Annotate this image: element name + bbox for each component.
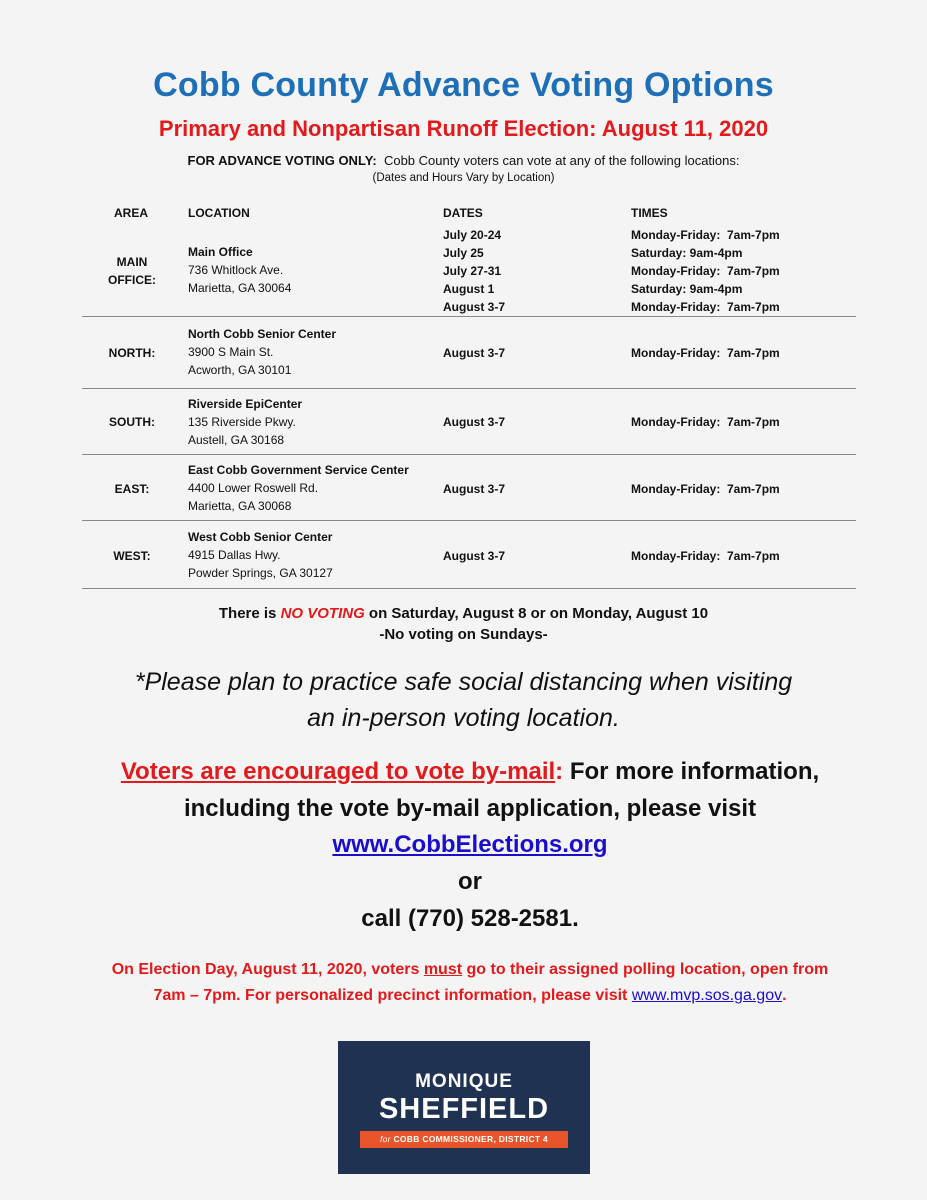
location-address: 4915 Dallas Hwy. xyxy=(188,548,281,562)
logo-first-name: MONIQUE xyxy=(415,1071,513,1092)
no-voting-prefix: There is xyxy=(218,605,281,622)
distancing-line: *Please plan to practice safe social distancing when visiting xyxy=(134,668,793,696)
location-name: West Cobb Senior Center xyxy=(188,530,333,544)
column-header-area: AREA xyxy=(114,206,149,220)
column-header-location: LOCATION xyxy=(188,206,250,220)
election-day-notice xyxy=(110,957,830,1009)
location-address: 736 Whitlock Ave. xyxy=(188,263,284,277)
or-text: or xyxy=(458,867,482,895)
date-entry: July 20-24 xyxy=(443,228,502,242)
no-voting-sundays: -No voting on Sundays- xyxy=(379,626,548,643)
table-row-area: MAIN OFFICE: xyxy=(108,255,156,287)
vote-by-mail-text: For more information, including the vote by-mail application, please visit xyxy=(183,758,820,822)
page-title: Cobb County Advance Voting Options xyxy=(153,66,774,104)
table-row-area: EAST: xyxy=(114,482,150,496)
phone-text: call (770) 528-2581. xyxy=(361,905,579,932)
time-entry: Monday-Friday: 7am-7pm xyxy=(631,264,780,278)
time-entry: Monday-Friday: 7am-7pm xyxy=(631,228,780,242)
location-name: East Cobb Government Service Center xyxy=(188,463,409,477)
logo-last-name: SHEFFIELD xyxy=(378,1093,550,1125)
vote-by-mail-colon: : xyxy=(555,758,564,785)
row-divider xyxy=(82,588,856,589)
election-subtitle: Primary and Nonpartisan Runoff Election: August 11, 2020 xyxy=(158,116,769,141)
table-row-times: Monday-Friday: 7am-7pm xyxy=(631,482,780,496)
table-row-dates: August 3-7 xyxy=(443,549,506,563)
vote-by-mail-section xyxy=(90,754,850,938)
location-name: Riverside EpiCenter xyxy=(188,397,303,411)
election-day-period: . xyxy=(782,987,787,1004)
table-row-location xyxy=(188,395,438,449)
logo-tagline: COBB COMMISSIONER, DISTRICT 4 xyxy=(393,1134,549,1144)
social-distancing-note xyxy=(0,664,927,736)
no-voting-suffix: on Saturday, August 8 or on Monday, August 10 xyxy=(364,605,709,622)
location-city: Marietta, GA 30064 xyxy=(188,281,292,295)
location-address: 135 Riverside Pkwy. xyxy=(188,415,296,429)
table-row-times xyxy=(631,226,851,316)
location-name: North Cobb Senior Center xyxy=(188,327,337,341)
no-voting-notice xyxy=(0,603,927,645)
row-divider xyxy=(82,388,856,389)
campaign-logo xyxy=(338,1041,590,1174)
row-divider xyxy=(82,316,856,317)
table-row-location xyxy=(188,243,438,297)
table-row-dates: August 3-7 xyxy=(443,482,506,496)
location-name: Main Office xyxy=(188,245,253,259)
table-row-dates: August 3-7 xyxy=(443,415,506,429)
logo-tagline-band xyxy=(360,1131,568,1148)
location-address: 3900 S Main St. xyxy=(188,345,274,359)
table-row-location xyxy=(188,528,438,582)
cobb-elections-link[interactable]: www.CobbElections.org xyxy=(332,831,608,858)
distancing-line: an in-person voting location. xyxy=(307,704,620,732)
date-entry: August 3-7 xyxy=(443,300,506,314)
time-entry: Saturday: 9am-4pm xyxy=(631,246,743,260)
location-city: Marietta, GA 30068 xyxy=(188,499,292,513)
row-divider xyxy=(82,520,856,521)
time-entry: Monday-Friday: 7am-7pm xyxy=(631,300,780,314)
table-row-times: Monday-Friday: 7am-7pm xyxy=(631,346,780,360)
advance-voting-intro xyxy=(0,153,927,168)
row-divider xyxy=(82,454,856,455)
location-city: Austell, GA 30168 xyxy=(188,433,285,447)
table-row-location xyxy=(188,461,438,515)
table-row-dates xyxy=(443,226,613,316)
mvp-sos-link[interactable]: www.mvp.sos.ga.gov xyxy=(631,987,783,1004)
intro-note: (Dates and Hours Vary by Location) xyxy=(372,172,555,184)
date-entry: July 27-31 xyxy=(443,264,502,278)
date-entry: August 1 xyxy=(443,282,495,296)
date-entry: July 25 xyxy=(443,246,484,260)
location-city: Powder Springs, GA 30127 xyxy=(188,566,333,580)
time-entry: Saturday: 9am-4pm xyxy=(631,282,743,296)
location-address: 4400 Lower Roswell Rd. xyxy=(188,481,319,495)
location-city: Acworth, GA 30101 xyxy=(188,363,292,377)
table-row-times: Monday-Friday: 7am-7pm xyxy=(631,415,780,429)
column-header-dates: DATES xyxy=(443,206,483,220)
election-day-text-2: go to their assigned polling location, open from 7am – 7pm. For personalized precinct information, please visit xyxy=(153,961,829,1004)
vote-by-mail-headline: Voters are encouraged to vote by-mail xyxy=(120,758,556,785)
table-row-times: Monday-Friday: 7am-7pm xyxy=(631,549,780,563)
intro-bold-label: FOR ADVANCE VOTING ONLY: xyxy=(187,153,377,168)
table-row-area: NORTH: xyxy=(108,346,156,360)
election-day-must: must xyxy=(423,961,463,978)
election-day-text: On Election Day, August 11, 2020, voters xyxy=(111,961,424,978)
no-voting-emphasis: NO VOTING xyxy=(280,605,365,622)
table-row-area: WEST: xyxy=(113,549,151,563)
table-row-area: SOUTH: xyxy=(109,415,155,429)
logo-for: for xyxy=(379,1134,391,1144)
table-row-dates: August 3-7 xyxy=(443,346,506,360)
table-row-location xyxy=(188,325,438,379)
intro-text: Cobb County voters can vote at any of the following locations: xyxy=(376,153,740,168)
column-header-times: TIMES xyxy=(631,206,668,220)
